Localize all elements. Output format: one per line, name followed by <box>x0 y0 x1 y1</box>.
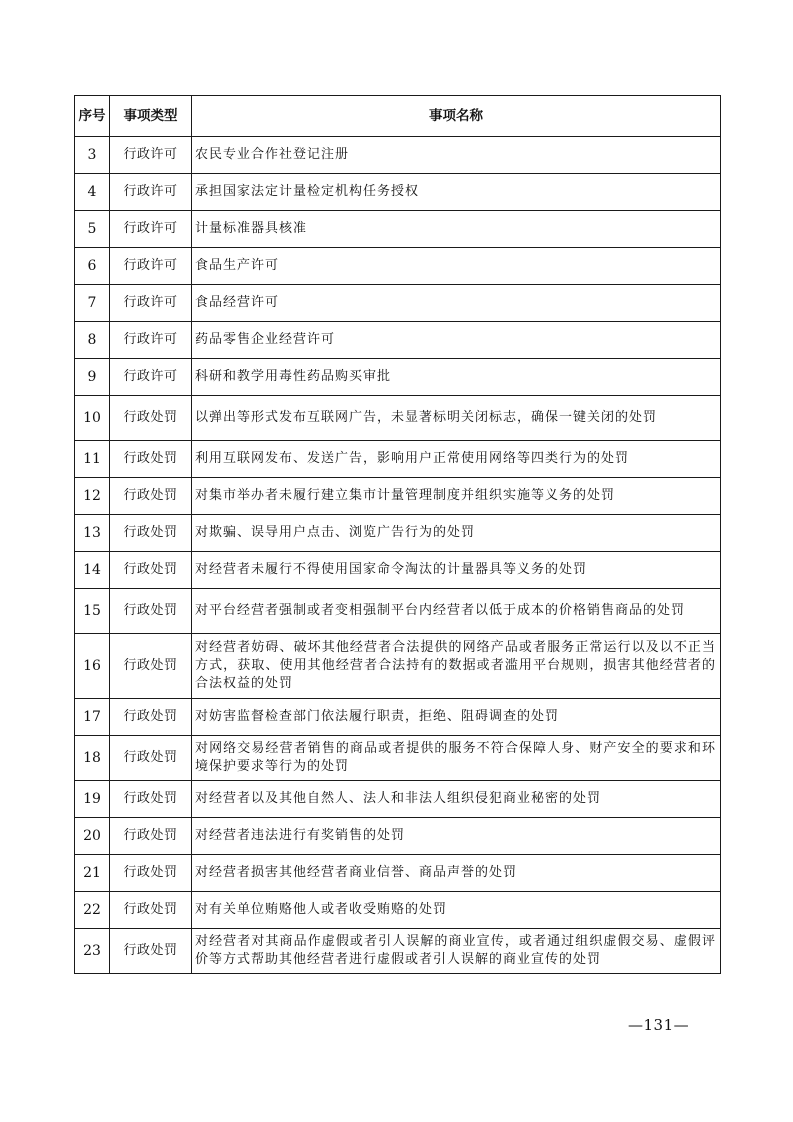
row-index: 3 <box>75 137 110 174</box>
row-name: 对经营者妨碍、破坏其他经营者合法提供的网络产品或者服务正常运行以及以不正当方式，获取、使用其他经营者合法持有的数据或者滥用平台规则，损害其他经营者的合法权益的处罚 <box>192 634 721 699</box>
row-type: 行政处罚 <box>110 634 192 699</box>
table-row <box>75 818 721 855</box>
row-index: 17 <box>75 699 110 736</box>
header-index: 序号 <box>75 96 110 137</box>
row-type: 行政处罚 <box>110 736 192 781</box>
table-row <box>75 322 721 359</box>
table-row <box>75 137 721 174</box>
row-name: 对有关单位贿赂他人或者收受贿赂的处罚 <box>192 892 721 929</box>
row-type: 行政许可 <box>110 322 192 359</box>
row-index: 14 <box>75 552 110 589</box>
row-name: 食品经营许可 <box>192 285 721 322</box>
row-index: 23 <box>75 929 110 974</box>
row-index: 12 <box>75 478 110 515</box>
row-index: 10 <box>75 396 110 441</box>
row-index: 22 <box>75 892 110 929</box>
matters-table <box>74 95 721 974</box>
row-type: 行政许可 <box>110 248 192 285</box>
row-index: 21 <box>75 855 110 892</box>
row-name: 农民专业合作社登记注册 <box>192 137 721 174</box>
row-name: 对网络交易经营者销售的商品或者提供的服务不符合保障人身、财产安全的要求和环境保护要求等行为的处罚 <box>192 736 721 781</box>
row-type: 行政处罚 <box>110 396 192 441</box>
row-index: 16 <box>75 634 110 699</box>
table-row <box>75 515 721 552</box>
row-name: 承担国家法定计量检定机构任务授权 <box>192 174 721 211</box>
row-type: 行政许可 <box>110 211 192 248</box>
row-type: 行政许可 <box>110 359 192 396</box>
row-name: 药品零售企业经营许可 <box>192 322 721 359</box>
row-index: 20 <box>75 818 110 855</box>
table-row <box>75 396 721 441</box>
table-header-row <box>75 96 721 137</box>
row-name: 对经营者损害其他经营者商业信誉、商品声誉的处罚 <box>192 855 721 892</box>
row-type: 行政处罚 <box>110 589 192 634</box>
page-number: —131— <box>628 1016 690 1034</box>
table-row <box>75 478 721 515</box>
row-type: 行政许可 <box>110 174 192 211</box>
row-name: 利用互联网发布、发送广告，影响用户正常使用网络等四类行为的处罚 <box>192 441 721 478</box>
table-row <box>75 285 721 322</box>
table-row <box>75 589 721 634</box>
table-row <box>75 855 721 892</box>
row-name: 食品生产许可 <box>192 248 721 285</box>
table-row <box>75 781 721 818</box>
table-row <box>75 699 721 736</box>
row-name: 对妨害监督检查部门依法履行职责，拒绝、阻碍调查的处罚 <box>192 699 721 736</box>
table-row <box>75 892 721 929</box>
row-index: 6 <box>75 248 110 285</box>
row-index: 4 <box>75 174 110 211</box>
row-type: 行政处罚 <box>110 929 192 974</box>
row-index: 19 <box>75 781 110 818</box>
table-row <box>75 929 721 974</box>
row-type: 行政许可 <box>110 285 192 322</box>
row-type: 行政处罚 <box>110 515 192 552</box>
row-name: 对经营者违法进行有奖销售的处罚 <box>192 818 721 855</box>
row-type: 行政处罚 <box>110 478 192 515</box>
row-index: 9 <box>75 359 110 396</box>
row-type: 行政处罚 <box>110 441 192 478</box>
row-name: 对经营者以及其他自然人、法人和非法人组织侵犯商业秘密的处罚 <box>192 781 721 818</box>
row-name: 对经营者未履行不得使用国家命令淘汰的计量器具等义务的处罚 <box>192 552 721 589</box>
row-type: 行政处罚 <box>110 552 192 589</box>
row-index: 7 <box>75 285 110 322</box>
row-index: 15 <box>75 589 110 634</box>
row-name: 以弹出等形式发布互联网广告，未显著标明关闭标志，确保一键关闭的处罚 <box>192 396 721 441</box>
row-type: 行政处罚 <box>110 818 192 855</box>
table-row <box>75 441 721 478</box>
table-row <box>75 634 721 699</box>
table-row <box>75 174 721 211</box>
row-type: 行政许可 <box>110 137 192 174</box>
row-name: 对经营者对其商品作虚假或者引人误解的商业宣传，或者通过组织虚假交易、虚假评价等方式帮助其他经营者进行虚假或者引人误解的商业宣传的处罚 <box>192 929 721 974</box>
table-row <box>75 552 721 589</box>
row-type: 行政处罚 <box>110 892 192 929</box>
table-row <box>75 359 721 396</box>
header-type: 事项类型 <box>110 96 192 137</box>
table-row <box>75 248 721 285</box>
row-index: 5 <box>75 211 110 248</box>
row-type: 行政处罚 <box>110 781 192 818</box>
row-name: 计量标准器具核准 <box>192 211 721 248</box>
row-index: 13 <box>75 515 110 552</box>
table-row <box>75 736 721 781</box>
row-name: 对平台经营者强制或者变相强制平台内经营者以低于成本的价格销售商品的处罚 <box>192 589 721 634</box>
header-name: 事项名称 <box>192 96 721 137</box>
row-type: 行政处罚 <box>110 855 192 892</box>
row-index: 8 <box>75 322 110 359</box>
row-type: 行政处罚 <box>110 699 192 736</box>
row-name: 对欺骗、误导用户点击、浏览广告行为的处罚 <box>192 515 721 552</box>
row-name: 对集市举办者未履行建立集市计量管理制度并组织实施等义务的处罚 <box>192 478 721 515</box>
row-name: 科研和教学用毒性药品购买审批 <box>192 359 721 396</box>
table-row <box>75 211 721 248</box>
row-index: 18 <box>75 736 110 781</box>
row-index: 11 <box>75 441 110 478</box>
